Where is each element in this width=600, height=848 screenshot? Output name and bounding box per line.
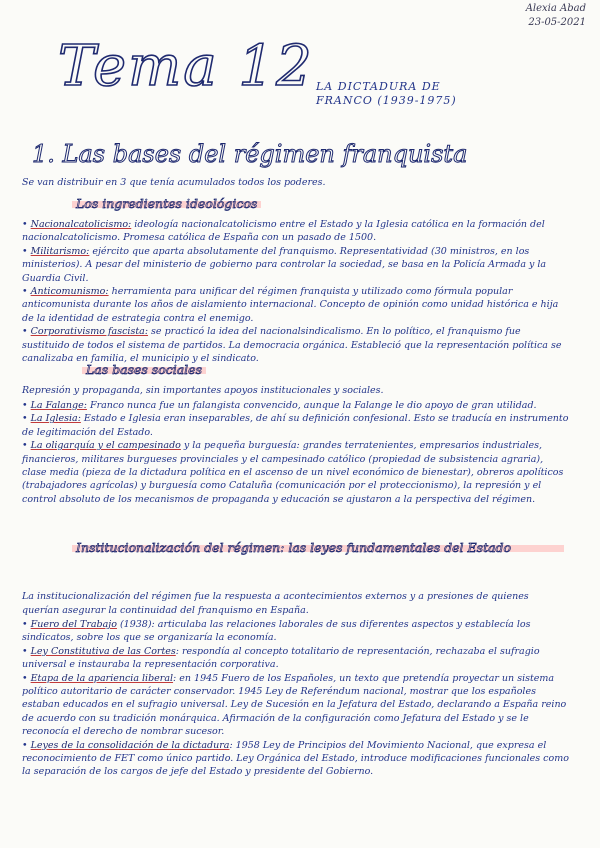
item-text: : 1958 Ley de Principios del Movimiento Nacional, que expresa el reconocimiento de FET como único partido. Ley Orgánica del Estado, introduce modificaciones funcionales como la separación de los cargos de jefe del Estado y presidente del Gobierno. <box>22 739 569 778</box>
item-text: ideología nacionalcatolicismo entre el Estado y la Iglesia católica en la formación del nacionalcatolicismo. Promesa católica de España con un pasado de 1500. <box>22 219 545 244</box>
term: Fuero del Trabajo <box>30 619 117 630</box>
term: Militarismo: <box>30 245 90 257</box>
list-item: • Nacionalcatolicismo: ideología nacionalcatolicismo entre el Estado y la Iglesia católica en la formación del nacionalcatolicismo. Promesa católica de España con un pasado de 1500. <box>22 219 545 244</box>
social-list <box>22 399 570 506</box>
intro-text: Se van distribuir en 3 que tenía acumulados todos los poderes. <box>22 177 326 188</box>
subtitle-line-2: FRANCO (1939-1975) <box>316 94 457 107</box>
term: La Iglesia: <box>30 413 81 425</box>
list-item: • Leyes de la consolidación de la dictadura: 1958 Ley de Principios del Movimiento Nacional, que expresa el reconocimiento de FET como único partido. Ley Orgánica del Estado, introduce modificaciones funcionales como la separación de los cargos de jefe del Estado y presidente del Gobierno. <box>22 739 569 778</box>
item-text: Estado e Iglesia eran inseparables, de ahí su definición confesional. Esto se traducía en instrumento de legitimación del Estado. <box>22 413 569 438</box>
section-title: 1. Las bases del régimen franquista <box>32 140 468 168</box>
heading-social: Las bases sociales <box>86 362 202 377</box>
item-text: herramienta para unificar del régimen franquista y utilizado como fórmula popular anticomunista durante los años de aislamiento internacional. Concepto de opinión como unidad histórica e hija de la identidad de estrategia contra el enemigo. <box>22 286 559 324</box>
item-text: y la pequeña burguesía: grandes terratenientes, empresarios industriales, financieros, militares burgueses provinciales y el campesinado católico (propiedad de subsistencia agraria), clase media (pieza de la dictadura política en el ascenso de un nivel económico de bienestar), obreros apolíticos (trabajadores agrícolas) y burguesía como Cataluña (comunicación por el proteccionismo), la represión y el control absoluto de los mecanismos de propaganda y educación se ajustaron a la perspectiva del régimen. <box>22 440 564 505</box>
term: Etapa de la apariencia liberal <box>30 672 174 684</box>
item-text: Franco nunca fue un falangista convencido, aunque la Falange le dio apoyo de gran utilidad. <box>86 400 537 411</box>
item-text: ejército que aparta absolutamente del franquismo. Representatividad (30 ministros, en los ministerios). A pesar del ministerio de gobierno para controlar la sociedad, se basa en la Policía Armada y la Guardia Civil. <box>22 245 547 284</box>
inst-list <box>22 618 570 779</box>
item-text: : en 1945 Fuero de los Españoles, un texto que pretendía proyectar un sistema político autoritario de carácter conservador. 1945 Ley de Referéndum nacional, mostrar que los españoles estaban educados en el sufragio universal. Ley de Sucesión en la Jefatura del Estado, declarando a España reino de acuerdo con su tradición monárquica. Afirmación de la configuración como Jefatura del Estado y se le reconocía el derecho de nombrar sucesor. <box>22 672 567 738</box>
ideological-list <box>22 218 570 365</box>
author-name: Alexia Abad <box>525 3 586 14</box>
list-item: • La Iglesia: Estado e Iglesia eran inseparables, de ahí su definición confesional. Esto se traducía en instrumento de legitimación del Estado. <box>22 413 569 438</box>
list-item: • La Falange: Franco nunca fue un falangista convencido, aunque la Falange le dio apoyo de gran utilidad. <box>22 400 537 411</box>
list-item: • Fuero del Trabajo (1938): articulaba las relaciones laborales de sus diferentes aspectos y establecía los sindicatos, sobre los que se organizaría la economía. <box>22 619 531 644</box>
term: Leyes de la consolidación de la dictadura <box>30 739 230 751</box>
subtitle-line-1: LA DICTADURA DE <box>316 80 441 93</box>
term: Nacionalcatolicismo: <box>30 219 132 230</box>
list-item: • Anticomunismo: herramienta para unificar del régimen franquista y utilizado como fórmula popular anticomunista durante los años de aislamiento internacional. Concepto de opinión como unidad histórica e hija de la identidad de estrategia contra el enemigo. <box>22 286 559 324</box>
social-intro: Represión y propaganda, sin importantes apoyos institucionales y sociales. <box>22 385 384 396</box>
author-block <box>526 2 586 30</box>
inst-intro: La institucionalización del régimen fue la respuesta a acontecimientos externos y a presiones de quienes querían asegurar la continuidad del franquismo en España. <box>22 591 529 616</box>
list-item: • Etapa de la apariencia liberal: en 1945 Fuero de los Españoles, un texto que pretendía proyectar un sistema político autoritario de carácter conservador. 1945 Ley de Referéndum nacional, mostrar que los españoles estaban educados en el sufragio universal. Ley de Sucesión en la Jefatura del Estado, declarando a España reino de acuerdo con su tradición monárquica. Afirmación de la configuración como Jefatura del Estado y se le reconocía el derecho de nombrar sucesor. <box>22 672 567 738</box>
list-item: • Ley Constitutiva de las Cortes: respondía al concepto totalitario de representación, rechazaba el sufragio universal e instauraba la representación corporativa. <box>22 645 540 671</box>
list-item: • Corporativismo fascista: se practicó la idea del nacionalsindicalismo. En lo político, el franquismo fue sustituido de todos el sistema de partidos. La democracia orgánica. Estableció que la representación política se canalizaba en familia, el municipio y el sindicato. <box>22 326 562 365</box>
item-text: : respondía al concepto totalitario de representación, rechazaba el sufragio universal e instauraba la representación corporativa. <box>22 645 540 671</box>
term: La oligarquía y el campesinado <box>30 440 181 452</box>
item-text: (1938): articulaba las relaciones laborales de sus diferentes aspectos y establecía los sindicatos, sobre los que se organizaría la economía. <box>22 619 531 644</box>
item-text: se practicó la idea del nacionalsindicalismo. En lo político, el franquismo fue sustituido de todos el sistema de partidos. La democracia orgánica. Estableció que la representación política se canalizaba en familia, el municipio y el sindicato. <box>22 326 562 365</box>
heading-ideological: Los ingredientes ideológicos <box>76 196 258 211</box>
list-item: • La oligarquía y el campesinado y la pequeña burguesía: grandes terratenientes, empresarios industriales, financieros, militares burgueses provinciales y el campesinado católico (propiedad de subsistencia agraria), clase media (pieza de la dictadura política en el ascenso de un nivel económico de bienestar), obreros apolíticos (trabajadores agrícolas) y burguesía como Cataluña (comunicación por el proteccionismo), la represión y el control absoluto de los mecanismos de propaganda y educación se ajustaron a la perspectiva del régimen. <box>22 440 564 505</box>
term: La Falange: <box>30 400 87 411</box>
list-item: • Militarismo: ejército que aparta absolutamente del franquismo. Representatividad (30 ministros, en los ministerios). A pesar del ministerio de gobierno para controlar la sociedad, se basa en la Policía Armada y la Guardia Civil. <box>22 245 547 284</box>
term: Anticomunismo: <box>30 286 109 298</box>
main-title: Tema 12 <box>58 34 314 99</box>
subtitle <box>316 80 457 108</box>
heading-institutionalization: Institucionalización del régimen: las leyes fundamentales del Estado <box>76 540 560 555</box>
note-date: 23-05-2021 <box>528 17 586 28</box>
term: Ley Constitutiva de las Cortes <box>30 645 176 657</box>
term: Corporativismo fascista: <box>30 326 149 338</box>
